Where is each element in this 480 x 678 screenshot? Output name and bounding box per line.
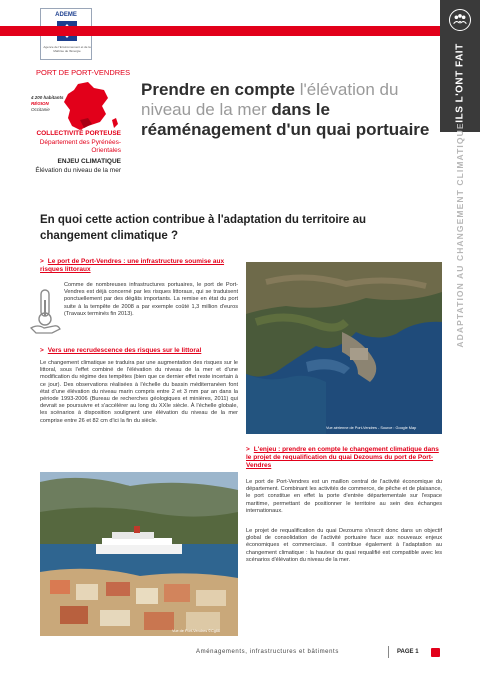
footer-text: Aménagements, infrastructures et bâtiments (196, 649, 339, 655)
section-arrow-icon: > (246, 446, 250, 453)
region-name: Occitanie (31, 107, 50, 112)
section-text: Le port de Port-Vendres est un maillon central de l'activité économique du département. Combinant les activités de commerce, de pêche et de plaisance, le port constitue en effet la porte d'entrée départementale sur l'espace maritime, permettant de positionner le territoire au sein des échanges internationaux. (246, 479, 442, 514)
section-title (246, 446, 442, 470)
side-tab (440, 0, 480, 132)
footer-badge-icon (431, 648, 440, 657)
section-text: Le changement climatique se traduira par une augmentation des risques sur le littoral, sous l'effet combiné de l'élévation du niveau de la mer et d'une modification du régime des tempêtes (bien que ce dernier effet reste incertain à ce jour). Des observations réalisées à l'échelle du bassin méditerranéen font état d'une élévation du niveau marin compris entre 2 et 3 mm par an dans la période 1993-2006 (Bureau de recherches géologiques et minières, 2011) qui devrait se poursuivre et s'accélérer au long du XXIe siècle. À l'échelle globale, les scénarios à disposition soulignent une élévation du niveau de la mer comprise entre 26 et 82 cm d'ici la fin du siècle. (40, 360, 238, 424)
side-vertical-label: ADAPTATION AU CHANGEMENT CLIMATIQUE (455, 122, 465, 348)
section-arrow-icon: > (40, 347, 44, 354)
collectivite-heading: COLLECTIVITÉ PORTEUSE (36, 130, 121, 137)
section-title-text: Vers une recrudescence des risques sur le littoral (47, 347, 202, 354)
inhabitants-block (31, 95, 75, 113)
inhabitants-count: 4 200 habitants (31, 95, 64, 100)
side-vertical-label-box (452, 120, 468, 350)
section-title-text: L'enjeu : prendre en compte le changement climatique dans le projet de requalification du quai Dezoums du port de Port-Vendres (246, 446, 439, 469)
footer-divider (388, 646, 389, 658)
aerial-photo (246, 262, 442, 434)
page-number: PAGE 1 (397, 649, 419, 655)
thermometer-hand-icon (30, 288, 62, 334)
collectivite-value: Département des Pyrénées-Orientales (39, 139, 121, 154)
section-title (40, 258, 236, 274)
enjeu-heading: ENJEU CLIMATIQUE (57, 158, 121, 165)
enjeu-value: Élévation du niveau de la mer (35, 167, 121, 174)
section-title-text: Le port de Port-Vendres : une infrastructure soumise aux risques littoraux (40, 258, 225, 273)
logo-subtitle: Agence de l'Environnement et de la Maîtrise de l'Energie (43, 45, 91, 53)
aerial-photo-art (246, 262, 442, 434)
tab-label-box (450, 40, 470, 126)
top-red-band (0, 26, 440, 36)
aerial-caption: Vue aérienne de Port-Vendres - Source : Google Map (326, 426, 417, 430)
region-label: RÉGION (31, 101, 49, 106)
tab-label: ILS L'ONT FAIT (454, 43, 466, 123)
port-label: PORT DE PORT-VENDRES (36, 68, 131, 77)
port-photo (40, 472, 238, 636)
page-title (141, 80, 431, 140)
section-title (40, 347, 236, 355)
port-caption: Vue de Port-Vendres ©Cg66 (172, 629, 221, 633)
port-photo-art (40, 472, 238, 636)
section-text: Le projet de requalification du quai Dezoums s'inscrit donc dans un objectif global de consolidation de l'activité portuaire face aux nouveaux enjeux économiques et commerciaux. Il contribue également à l'adaptation au changement climatique : la hauteur du quai requalifié est compatible avec les scénarios d'élévation du niveau de la mer. (246, 528, 442, 563)
title-highlight: l'élévation du niveau de la mer (141, 80, 399, 119)
logo-word: ADEME (55, 12, 77, 18)
title-part2: dans le réaménagement d'un quai portuaire (141, 100, 430, 139)
title-part1: Prendre en compte (141, 80, 300, 99)
community-icon (449, 9, 471, 31)
section-text: Comme de nombreuses infrastructures portuaires, le port de Port-Vendres est déjà concerné par les risques littoraux, qui se traduisent ponctuellement par des dégâts importants. La remise en état du port suite à la tempête de 2008 a par exemple coûté 1,3 million d'euros (Travaux terminés fin 2013). (64, 282, 238, 317)
question-title: En quoi cette action contribue à l'adaptation du territoire au changement climatique ? (40, 214, 367, 242)
section-arrow-icon: > (40, 258, 44, 265)
